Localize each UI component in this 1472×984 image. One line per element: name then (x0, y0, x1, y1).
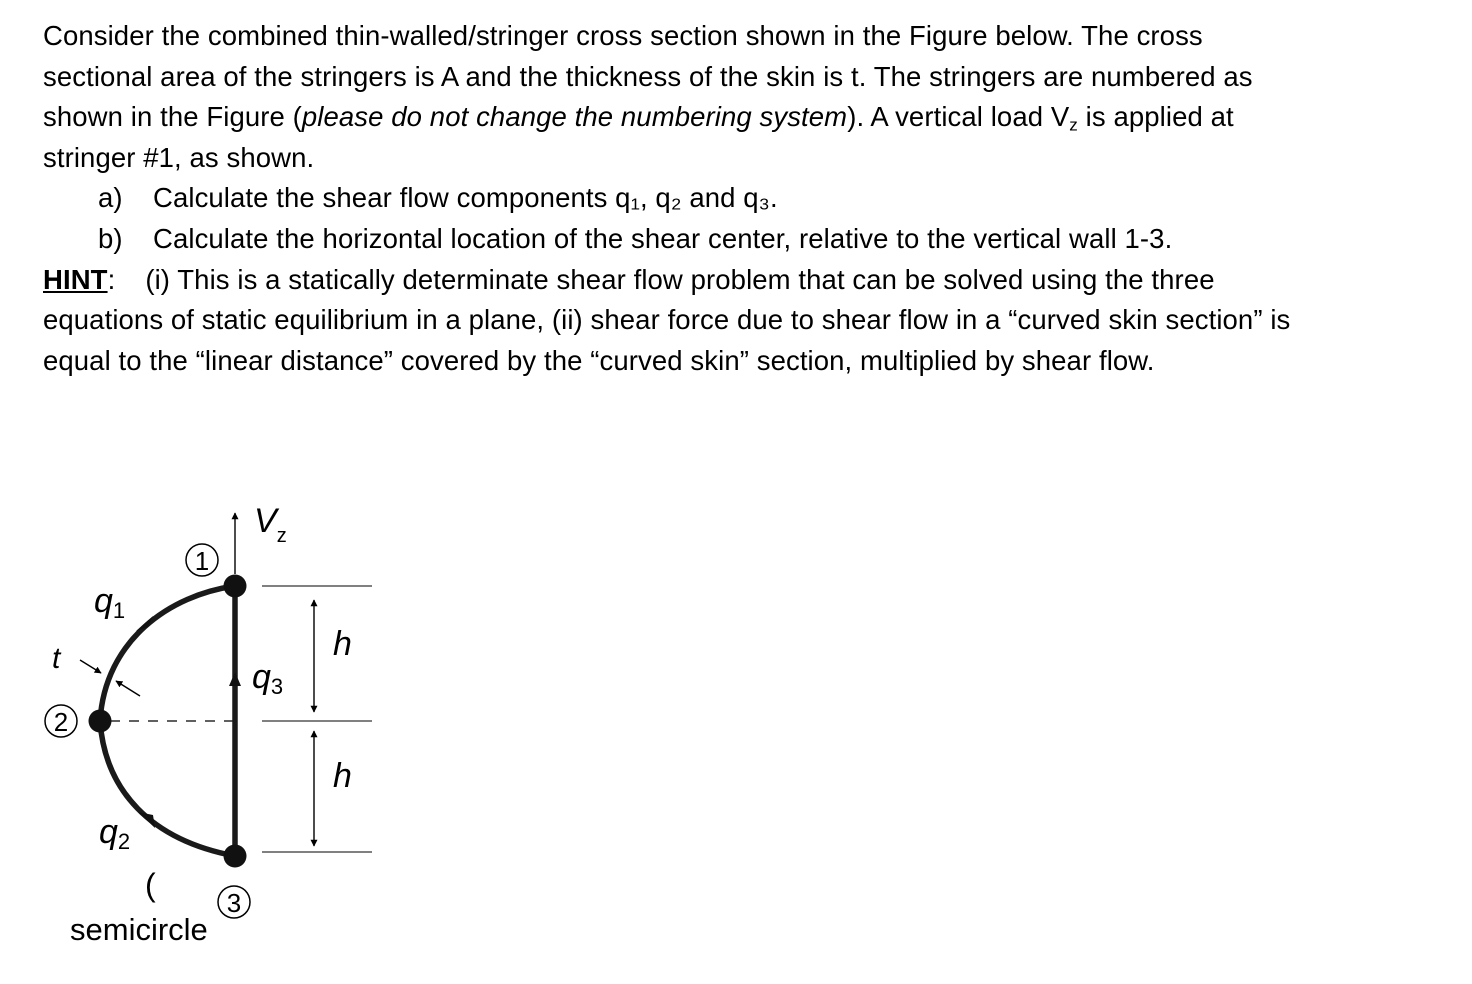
hint-label: HINT (43, 263, 108, 295)
numbering-note: please do not change the numbering system (301, 101, 848, 133)
load-label: $V_z$ (254, 502, 287, 547)
thickness-label: t (52, 642, 61, 675)
intro-line-3-c: is applied at (1077, 101, 1234, 133)
part-b (43, 219, 1448, 260)
thickness-arrow-outer (80, 660, 101, 673)
stringer-1-number: 1 (194, 546, 210, 576)
load-subscript: z (1069, 115, 1078, 135)
hint-text-1: (i) This is a statically determinate shear flow problem that can be solved using the three (145, 263, 1215, 295)
intro-line-1: Consider the combined thin-walled/stringer cross section shown in the Figure below. The cross (43, 20, 1203, 51)
problem-statement (43, 16, 1448, 381)
intro-line-3-a: shown in the Figure ( (43, 101, 302, 133)
intro-line-4: stringer #1, as shown. (43, 141, 315, 173)
part-b-text: Calculate the horizontal location of the shear center, relative to the vertical wall 1-3. (153, 222, 1173, 254)
hint-colon: : (107, 263, 116, 295)
intro-line-2: sectional area of the stringers is A and the thickness of the skin is t. The stringers are numbered as (43, 60, 1253, 92)
q2-label: q2 (99, 813, 131, 854)
stringer-2-dot (89, 710, 112, 733)
part-a-text: Calculate the shear flow components q₁, q₂ and q₃. (153, 182, 778, 214)
part-b-label: b) (98, 222, 123, 254)
stringer-1-dot (224, 575, 247, 598)
part-a-label: a) (98, 182, 123, 214)
q3-label: q3 (252, 658, 284, 699)
stringer-3-dot (224, 845, 247, 868)
q1-label: q1 (94, 582, 126, 623)
stringer-2-number: 2 (53, 707, 69, 737)
stringer-3-number: 3 (226, 888, 242, 918)
thickness-arrow-inner (116, 681, 140, 696)
hint-line-1 (43, 260, 1448, 301)
semicircle-caption: semicircle (70, 912, 208, 947)
q3-direction-arrow (229, 672, 241, 686)
hint-line-3: equal to the “linear distance” covered by the “curved skin” section, multiplied by shear flow. (43, 344, 1155, 376)
part-a (43, 178, 1448, 219)
h-lower-label: h (333, 757, 352, 795)
semicircle-pointer: ( (145, 867, 156, 903)
intro-line-3 (43, 97, 1448, 138)
intro-line-3-b: ). A vertical load V (847, 101, 1070, 133)
cross-section-figure (0, 495, 400, 955)
hint-line-2: equations of static equilibrium in a plane, (ii) shear force due to shear flow in a “curved skin section” is (43, 304, 1291, 336)
h-upper-label: h (333, 625, 352, 663)
